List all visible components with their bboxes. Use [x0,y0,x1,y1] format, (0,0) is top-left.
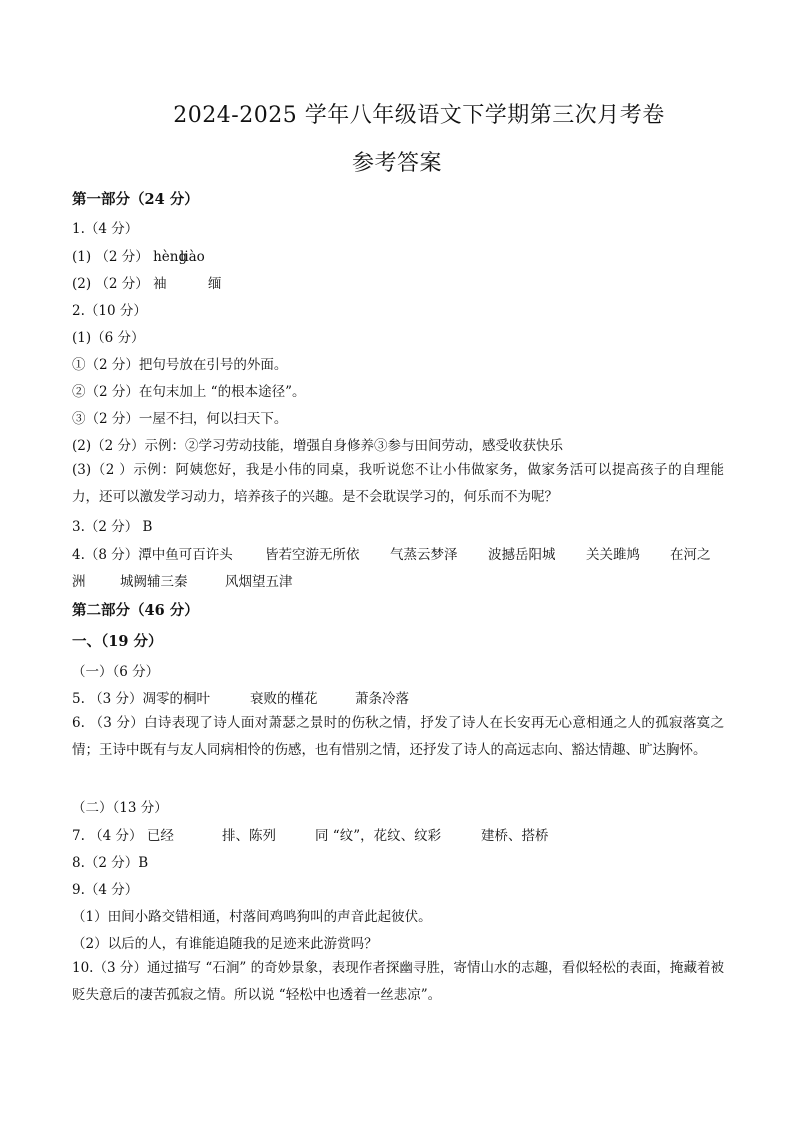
answer-text: 7. （4 分） 已经 [72,828,174,844]
document-subtitle: 参考答案 [351,151,442,176]
answer-text: 关关雎鸠 [586,547,640,563]
question-3-answer: 3.（2 分） B [72,519,153,535]
answer-paragraph: (3)（2 ）示例：阿姨您好，我是小伟的同桌，我听说您不让小伟做家务，做家务活可以提高孩子的自理能力，还可以激发学习动力，培养孩子的兴趣。是不会耽误学习的，何乐而不为呢？ [72,462,724,505]
question-7-answer [72,827,724,845]
answer-line: （1）田间小路交错相通，村落间鸡鸣狗叫的声音此起彼伏。 [72,909,432,925]
answer-text: 排、陈列 [222,828,276,844]
section-heading-part-two: 第二部分（46 分） [72,602,199,619]
answer-text: 4.（8 分）潭中鱼可百许头 [72,547,233,563]
question-1-heading: 1.（4 分） [72,221,139,237]
question-1-part-1 [72,248,724,266]
answer-line: （2）以后的人，有谁能追随我的足迹来此游赏吗？ [72,936,378,952]
answer-text: 5. （3 分）凋零的桐叶 [72,691,211,707]
question-5-answer [72,690,724,708]
question-4-answer-line-2 [72,573,724,591]
question-2-heading: 2.（10 分） [72,303,147,319]
subsection-heading: 一、（19 分） [72,633,163,650]
question-2-part-1-heading: (1)（6 分） [72,330,145,346]
question-1-part-2 [72,275,724,293]
answer-text: 缅 [208,276,222,292]
document-title: 2024-2025 学年八年级语文下学期第三次月考卷 [173,103,665,128]
answer-text: (2) （2 分） 袖 [72,276,167,292]
answer-text: 洲 [72,574,86,590]
subsection-heading: （一）（6 分） [72,664,160,680]
answer-text: 气蒸云梦泽 [390,547,458,563]
answer-text: 衰败的槿花 [250,691,318,707]
answer-line: (2)（2 分）示例：②学习劳动技能，增强自身修养③参与田间劳动，感受收获快乐 [72,438,564,454]
answer-text: 城阙辅三秦 [120,574,188,590]
answer-text: 在河之 [670,547,711,563]
answer-text: 皆若空游无所依 [265,547,360,563]
section-heading-part-one: 第一部分（24 分） [72,191,199,208]
answer-text: 建桥、搭桥 [481,828,549,844]
answer-line: ①（2 分）把句号放在引号的外面。 [72,357,288,373]
question-10-answer: 10.（3 分）通过描写 “石涧” 的奇妙景象，表现作者探幽寻胜，寄情山水的志趣，看似轻松的表面，掩藏着被贬失意后的凄苦孤寂之情。所以说 “轻松中也透着一丝悲凉”。 [72,960,724,1003]
question-6-answer: 6. （3 分）白诗表现了诗人面对萧瑟之景时的伤秋之情，抒发了诗人在长安再无心意相通之人的孤寂落寞之情；王诗中既有与友人同病相怜的伤感，也有惜别之情，还抒发了诗人的高远志向、豁达情趣、旷达胸怀。 [72,715,724,758]
answer-text: 萧条冷落 [355,691,409,707]
answer-text: liào [180,249,205,265]
question-8-answer: 8.（2 分）B [72,855,149,871]
answer-text: (1) （2 分） hèng [72,249,188,265]
answer-text: 波撼岳阳城 [488,547,556,563]
question-9-heading: 9.（4 分） [72,882,139,898]
answer-line: ②（2 分）在句末加上 “的根本途径”。 [72,384,306,400]
subsection-heading: （二）（13 分） [72,800,168,816]
question-4-answer-line-1 [72,546,724,564]
answer-line: ③（2 分）一屋不扫，何以扫天下。 [72,411,288,427]
answer-text: 风烟望五津 [225,574,293,590]
answer-text: 同 “纹”，花纹、纹彩 [315,828,442,844]
